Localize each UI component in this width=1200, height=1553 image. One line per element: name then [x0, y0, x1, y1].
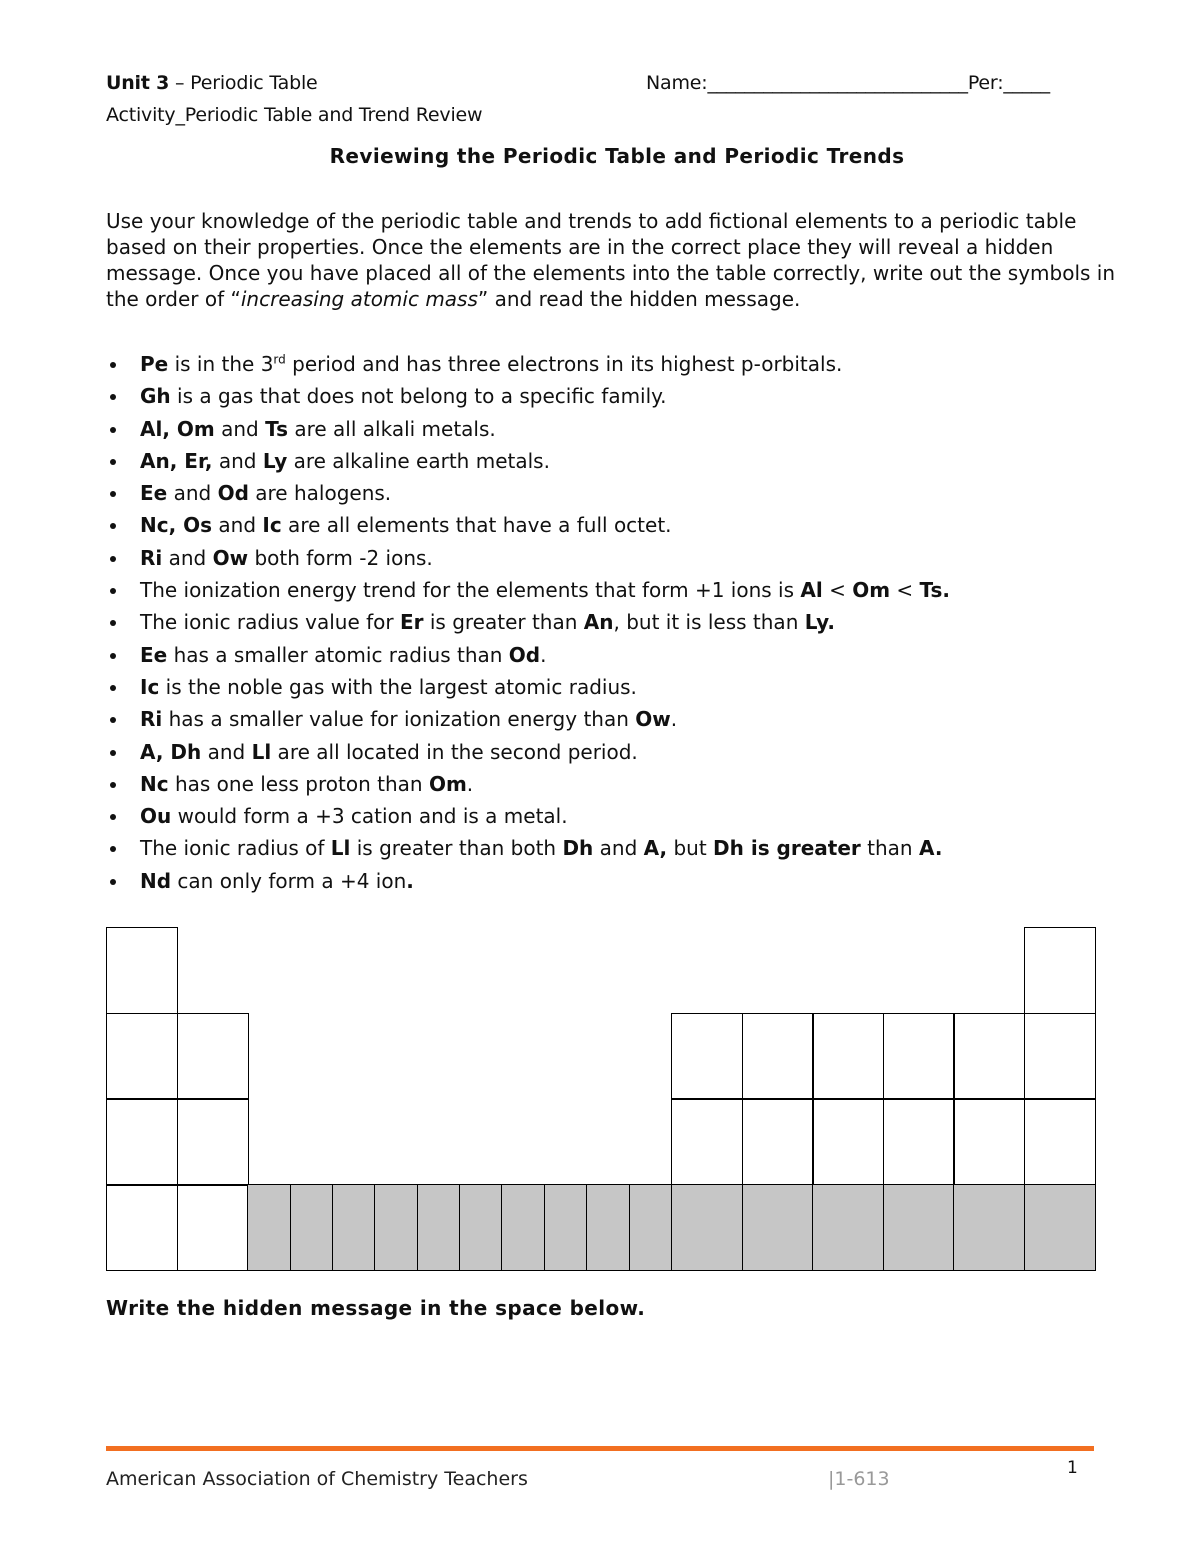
clue-text: but — [667, 836, 714, 861]
clue-item — [106, 771, 1116, 803]
clue-item — [106, 448, 1116, 480]
clue-text: Ic — [140, 674, 160, 699]
element-box[interactable] — [1024, 927, 1096, 1014]
clue-text: has one less proton than — [168, 771, 429, 796]
clue-text: Nc — [140, 771, 169, 796]
clue-text: Ow — [212, 545, 249, 570]
clue-text: Gh — [140, 384, 171, 409]
element-box[interactable] — [812, 1098, 884, 1185]
element-box[interactable] — [290, 1184, 334, 1271]
clue-text: rd — [273, 352, 286, 367]
clue-text: Ly — [262, 448, 288, 473]
clue-text: is greater than — [423, 610, 584, 635]
clue-item — [106, 416, 1116, 448]
clue-text: Ow — [635, 707, 671, 732]
clue-text: , but it is less than — [613, 610, 805, 635]
clue-text: The ionic radius value for — [140, 610, 400, 635]
clue-text: A, — [643, 836, 668, 861]
clue-text: Ou — [140, 804, 172, 829]
clue-text: are all elements that have a full octet. — [281, 513, 672, 538]
name-period-field[interactable]: Name:____________________________Per:_____ — [646, 72, 1050, 94]
clue-text: is greater than both — [350, 836, 563, 861]
clue-text: Al, Om — [140, 416, 215, 441]
clue-text: are alkaline earth metals. — [287, 448, 550, 473]
element-box[interactable] — [417, 1184, 461, 1271]
clue-item — [106, 609, 1116, 641]
clue-item — [106, 868, 1116, 900]
clue-text: and — [201, 739, 252, 764]
clue-text: and — [162, 545, 213, 570]
clue-text: Er — [399, 610, 424, 635]
element-box[interactable] — [671, 1013, 743, 1100]
clue-text: can only form a +4 ion — [171, 868, 407, 893]
element-box[interactable] — [953, 1184, 1025, 1271]
clue-text: are halogens. — [248, 481, 392, 506]
clue-list — [106, 351, 1116, 900]
element-box[interactable] — [1024, 1098, 1096, 1185]
clue-text: Od — [508, 642, 541, 667]
element-box[interactable] — [812, 1013, 884, 1100]
clue-text: . — [406, 868, 414, 893]
clue-text: Ly. — [804, 610, 835, 635]
page-number: 1 — [1067, 1458, 1078, 1478]
activity-title: Activity_Periodic Table and Trend Review — [106, 104, 483, 126]
clue-text: both form -2 ions. — [248, 545, 433, 570]
element-box[interactable] — [629, 1184, 673, 1271]
clue-text: . — [466, 771, 474, 796]
clue-text: Pe — [140, 352, 169, 376]
clue-text: The ionization energy trend for the elements that form +1 ions is — [140, 578, 801, 603]
footer-code: |1-613 — [828, 1468, 890, 1490]
clue-text: An — [583, 610, 614, 635]
clue-text: and — [212, 513, 263, 538]
clue-text: is in the 3 — [168, 352, 274, 376]
clue-text: A. — [918, 836, 943, 861]
clue-text: Nd — [140, 868, 172, 893]
clue-text: and — [167, 481, 218, 506]
element-box[interactable] — [1024, 1013, 1096, 1100]
clue-text: is a gas that does not belong to a specific family. — [170, 384, 667, 409]
element-box[interactable] — [742, 1098, 814, 1185]
clue-item — [106, 674, 1116, 706]
clue-item — [106, 383, 1116, 415]
clue-text: < — [822, 578, 853, 603]
element-box[interactable] — [459, 1184, 503, 1271]
clue-text: would form a +3 cation and is a metal. — [171, 804, 568, 829]
clue-item — [106, 739, 1116, 771]
element-box[interactable] — [501, 1184, 545, 1271]
element-box[interactable] — [177, 1013, 249, 1100]
clue-text: are all alkali metals. — [287, 416, 496, 441]
footer-organization: American Association of Chemistry Teachers — [106, 1468, 528, 1490]
element-box[interactable] — [586, 1184, 630, 1271]
clue-text: has a smaller value for ionization energy than — [162, 707, 636, 732]
element-box[interactable] — [374, 1184, 418, 1271]
intro-italic: increasing atomic mass — [240, 287, 478, 311]
clue-text: and — [214, 416, 266, 441]
clue-text: Ts. — [919, 578, 951, 603]
clue-text: and — [212, 448, 263, 473]
instructions-paragraph — [106, 208, 1116, 312]
clue-text: The ionic radius of — [140, 836, 331, 861]
clue-text: Dh is greater — [713, 836, 861, 861]
clue-text: are all located in the second period. — [271, 739, 638, 764]
element-box[interactable] — [883, 1013, 955, 1100]
clue-text: Om — [852, 578, 891, 603]
clue-text: . — [670, 707, 678, 732]
unit-label: Unit 3 — [106, 72, 170, 94]
unit-heading — [106, 72, 318, 94]
element-box[interactable] — [883, 1184, 955, 1271]
element-box[interactable] — [332, 1184, 376, 1271]
element-box[interactable] — [742, 1013, 814, 1100]
clue-text: Ee — [140, 481, 168, 506]
clue-text: period and has three electrons in its highest p-orbitals. — [285, 352, 843, 376]
element-box[interactable] — [106, 1013, 178, 1100]
element-box[interactable] — [742, 1184, 814, 1271]
element-box[interactable] — [177, 1184, 249, 1271]
clue-text: Ri — [140, 707, 163, 732]
hidden-message-prompt: Write the hidden message in the space below. — [106, 1296, 646, 1320]
element-box[interactable] — [883, 1098, 955, 1185]
clue-text: An, Er, — [140, 448, 213, 473]
clue-item — [106, 835, 1116, 867]
element-box[interactable] — [177, 1098, 249, 1185]
element-box[interactable] — [106, 927, 178, 1014]
clue-text: A, Dh — [140, 739, 202, 764]
clue-text: Od — [217, 481, 249, 506]
clue-item — [106, 545, 1116, 577]
element-box[interactable] — [1024, 1184, 1096, 1271]
clue-text: has a smaller atomic radius than — [167, 642, 509, 667]
clue-text: and — [593, 836, 644, 861]
element-box[interactable] — [106, 1184, 178, 1271]
clue-text: Ri — [140, 545, 163, 570]
clue-text: Ll — [330, 836, 351, 861]
element-box[interactable] — [812, 1184, 884, 1271]
clue-text: Ts — [265, 416, 288, 441]
element-box[interactable] — [247, 1184, 291, 1271]
clue-text: Nc, Os — [140, 513, 213, 538]
intro-before: Use your knowledge of the periodic table and trends to add fictional elements to a periodic table based on their properties. Once the elements are in the correct place they will reveal a hidden message. Once you have placed all of the elements into the table correctly, write out the symbols in the order of “ — [106, 209, 1116, 311]
clue-text: than — [860, 836, 919, 861]
clue-item — [106, 642, 1116, 674]
clue-text: Ic — [262, 513, 282, 538]
unit-topic: – Periodic Table — [169, 72, 318, 94]
intro-after: ” and read the hidden message. — [477, 287, 801, 311]
clue-text: Dh — [562, 836, 594, 861]
clue-item — [106, 351, 1116, 383]
element-box[interactable] — [671, 1098, 743, 1185]
clue-text: Ee — [140, 642, 168, 667]
clue-item — [106, 577, 1116, 609]
element-box[interactable] — [671, 1184, 743, 1271]
clue-item — [106, 706, 1116, 738]
clue-item — [106, 803, 1116, 835]
page-title: Reviewing the Periodic Table and Periodic Trends — [329, 144, 905, 168]
footer-rule — [106, 1446, 1094, 1451]
clue-text: Al — [800, 578, 823, 603]
clue-item — [106, 512, 1116, 544]
clue-text: Om — [428, 771, 467, 796]
clue-text: . — [540, 642, 547, 667]
clue-item — [106, 480, 1116, 512]
element-box[interactable] — [106, 1098, 178, 1185]
clue-text: Ll — [251, 739, 272, 764]
clue-text: is the noble gas with the largest atomic radius. — [159, 674, 637, 699]
element-box[interactable] — [953, 1098, 1025, 1185]
element-box[interactable] — [953, 1013, 1025, 1100]
element-box[interactable] — [544, 1184, 588, 1271]
clue-text: < — [890, 578, 920, 603]
